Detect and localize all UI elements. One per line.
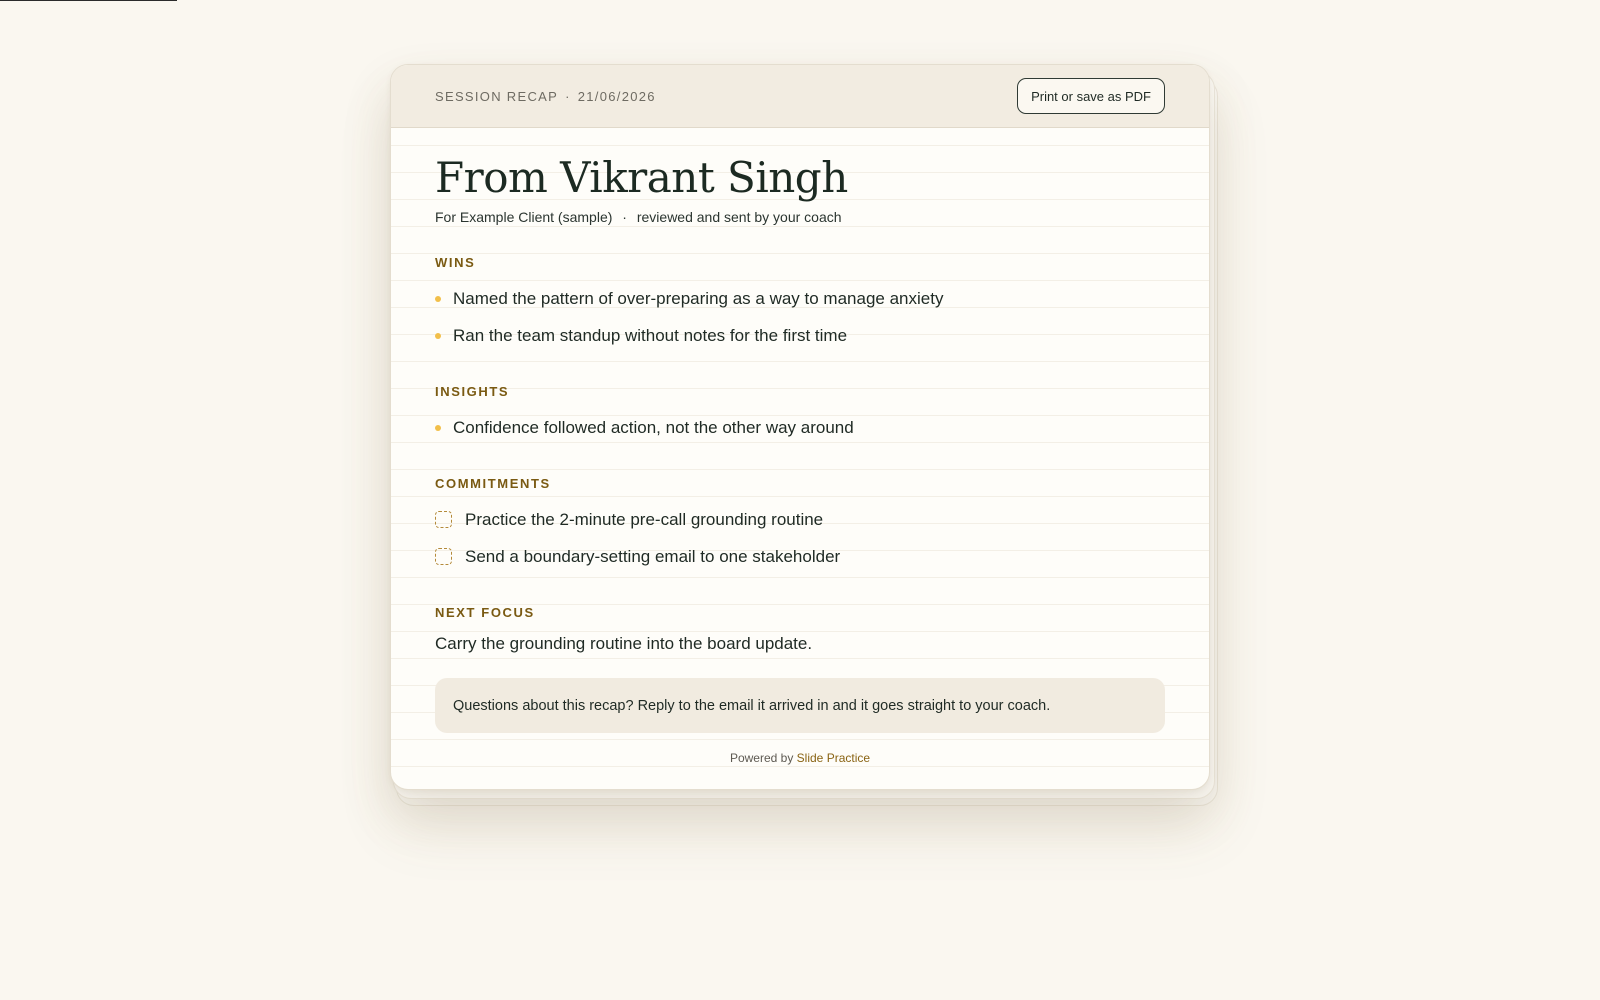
list-item	[435, 280, 1165, 317]
commitment-item	[435, 538, 1165, 575]
win-text: Named the pattern of over-preparing as a way to manage anxiety	[453, 288, 944, 308]
bullet-icon	[435, 333, 441, 339]
reply-notice-text: Questions about this recap? Reply to the email it arrived in and it goes straight to your coach.	[453, 697, 1051, 714]
commitments-list	[435, 501, 1165, 575]
session-date: 21/06/2026	[577, 88, 656, 104]
commitment-text: Send a boundary-setting email to one stakeholder	[465, 546, 841, 566]
insight-text: Confidence followed action, not the other way around	[453, 417, 854, 437]
recap-card	[390, 64, 1210, 790]
wins-heading: WINS	[435, 255, 476, 271]
recap-subtitle	[435, 209, 1165, 225]
next-focus-text: Carry the grounding routine into the board update.	[435, 634, 813, 654]
print-pdf-button[interactable]: Print or save as PDF	[1017, 78, 1165, 114]
brand-link[interactable]: Slide Practice	[796, 751, 871, 766]
meta-separator: ·	[565, 88, 571, 104]
list-item	[435, 317, 1165, 354]
session-meta	[435, 89, 656, 104]
recap-stack	[390, 64, 1210, 790]
powered-by-label: Powered by	[729, 751, 794, 766]
wins-list	[435, 280, 1165, 354]
sent-note: reviewed and sent by your coach	[636, 209, 842, 226]
next-focus-heading: NEXT FOCUS	[435, 605, 535, 621]
commitments-heading: COMMITMENTS	[435, 476, 551, 492]
subtitle-separator: ·	[622, 209, 627, 226]
bullet-icon	[435, 296, 441, 302]
insights-list	[435, 409, 1165, 446]
session-label: SESSION RECAP	[435, 88, 559, 104]
recap-body	[391, 128, 1209, 765]
reply-notice	[435, 678, 1165, 733]
insights-heading: INSIGHTS	[435, 384, 510, 400]
page-title: From Vikrant Singh	[435, 153, 848, 202]
bullet-icon	[435, 425, 441, 431]
commitment-checkbox[interactable]	[435, 511, 452, 528]
top-divider	[0, 0, 177, 1]
commitment-checkbox[interactable]	[435, 548, 452, 565]
win-text: Ran the team standup without notes for the first time	[453, 325, 848, 345]
client-name: For Example Client (sample)	[435, 209, 613, 226]
list-item	[435, 409, 1165, 446]
recap-header	[391, 65, 1209, 128]
commitment-item	[435, 501, 1165, 538]
commitment-text: Practice the 2-minute pre-call grounding routine	[465, 509, 824, 529]
powered-by-footer	[435, 751, 1165, 765]
